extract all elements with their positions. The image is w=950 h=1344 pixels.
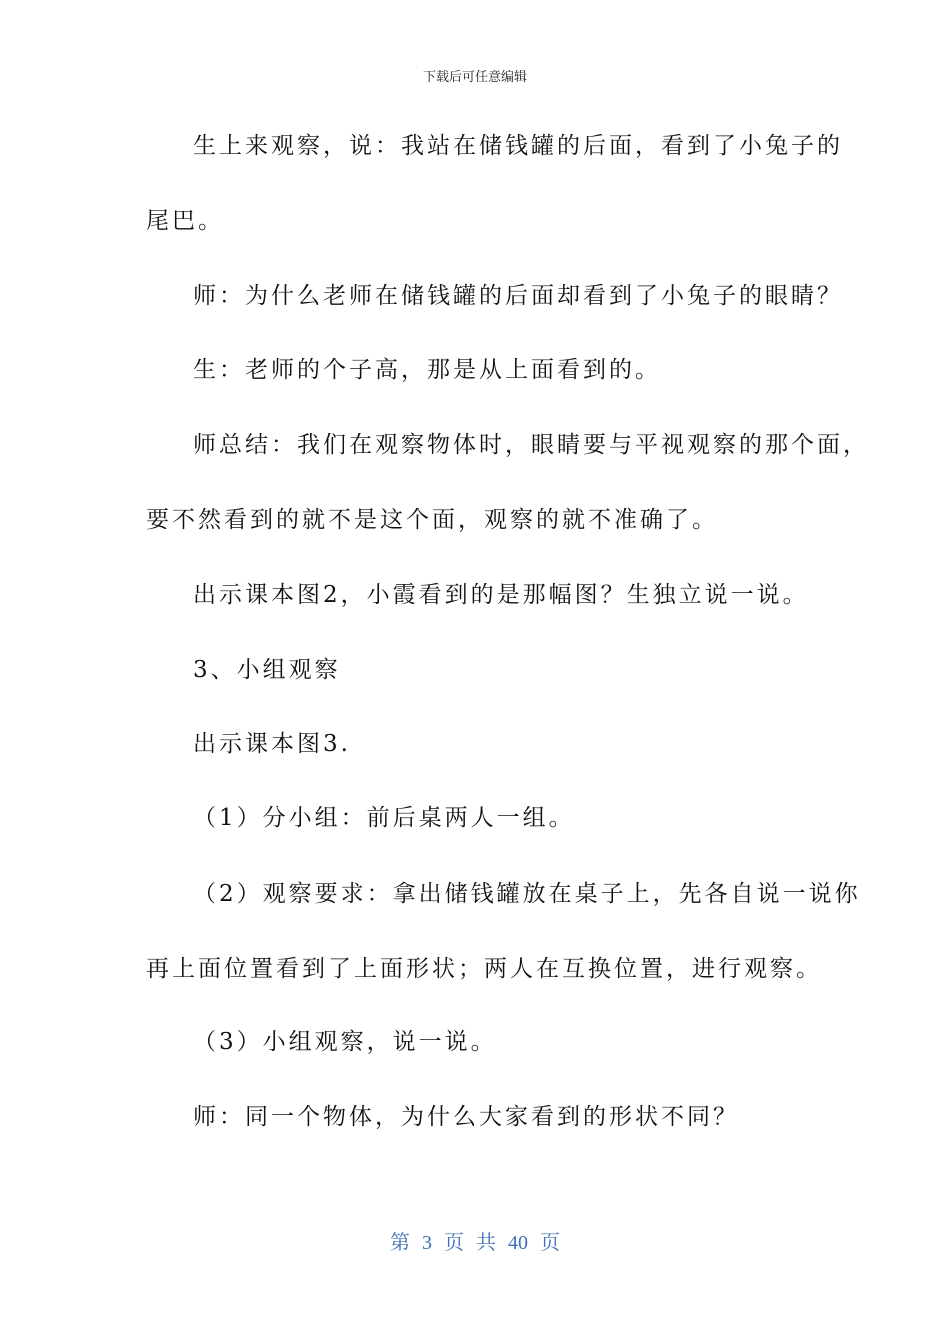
list-item: （3）小组观察，说一说。 (193, 1029, 497, 1055)
paragraph-line: 尾巴。 (146, 208, 224, 234)
list-item: （1）分小组：前后桌两人一组。 (193, 805, 575, 831)
paragraph-line: 出示课本图3. (193, 731, 351, 757)
footer-page-number: 3 (422, 1232, 432, 1254)
footer-prefix: 第 (390, 1232, 410, 1254)
paragraph-line: 出示课本图2，小霞看到的是那幅图？生独立说一说。 (193, 582, 809, 608)
footer-total-unit: 页 (540, 1232, 560, 1254)
footer-total-prefix: 共 (476, 1232, 496, 1254)
footer-page-unit: 页 (444, 1232, 464, 1254)
paragraph-line: 生上来观察，说：我站在储钱罐的后面，看到了小兔子的 (193, 133, 843, 159)
footer-total-pages: 40 (508, 1232, 528, 1254)
paragraph-line: 要不然看到的就不是这个面，观察的就不准确了。 (146, 507, 718, 533)
paragraph-line: 生：老师的个子高，那是从上面看到的。 (193, 357, 661, 383)
section-heading: 3、小组观察 (193, 657, 341, 683)
paragraph-line: 再上面位置看到了上面形状；两人在互换位置，进行观察。 (146, 956, 822, 982)
page-header: 下载后可任意编辑 (422, 70, 527, 85)
list-item: （2）观察要求：拿出储钱罐放在桌子上，先各自说一说你 (193, 881, 861, 907)
page-footer (0, 1226, 950, 1255)
paragraph-line: 师：同一个物体，为什么大家看到的形状不同？ (193, 1104, 739, 1130)
paragraph-line: 师：为什么老师在储钱罐的后面却看到了小兔子的眼睛？ (193, 283, 843, 309)
paragraph-line: 师总结：我们在观察物体时，眼睛要与平视观察的那个面， (193, 432, 869, 458)
